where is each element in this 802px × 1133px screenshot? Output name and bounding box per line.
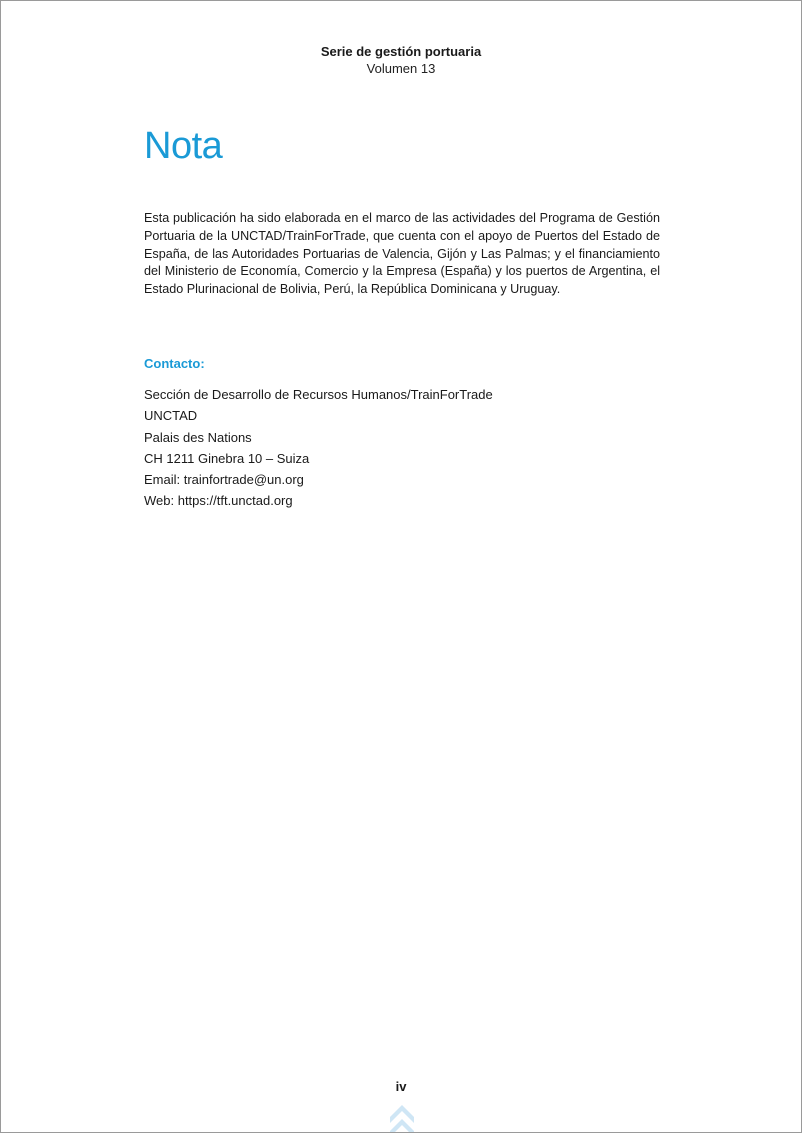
contact-department: Sección de Desarrollo de Recursos Humanos/TrainForTrade — [144, 387, 493, 402]
contact-postal-address: CH 1211 Ginebra 10 – Suiza — [144, 450, 310, 466]
contact-heading: Contacto: — [144, 356, 205, 371]
series-header — [1, 43, 801, 77]
page-number: iv — [395, 1079, 407, 1094]
contact-organization: UNCTAD — [144, 408, 198, 424]
series-volume: Volumen 13 — [366, 61, 436, 76]
contact-list — [144, 384, 493, 512]
contact-email: Email: trainfortrade@un.org — [144, 472, 304, 488]
contact-building: Palais des Nations — [144, 429, 252, 445]
series-title: Serie de gestión portuaria — [320, 44, 482, 59]
double-chevron-up-icon — [387, 1101, 417, 1133]
chevron-lower — [390, 1119, 414, 1133]
note-body: Esta publicación ha sido elaborada en el marco de las actividades del Programa de Gestión Portuaria de la UNCTAD/TrainForTrade, que cuenta con el apoyo de Puertos del Estado de España, de las Autoridades Portuarias de Valencia, Gijón y Las Palmas; y el financiamiento del Ministerio de Economía, Comercio y la Empresa (España) y los puertos de Argentina, el Estado Plurinacional de Bolivia, Perú, la República Dominicana y Uruguay. — [144, 211, 660, 297]
contact-website: Web: https://tft.unctad.org — [144, 493, 293, 509]
note-heading: Nota — [144, 125, 223, 167]
